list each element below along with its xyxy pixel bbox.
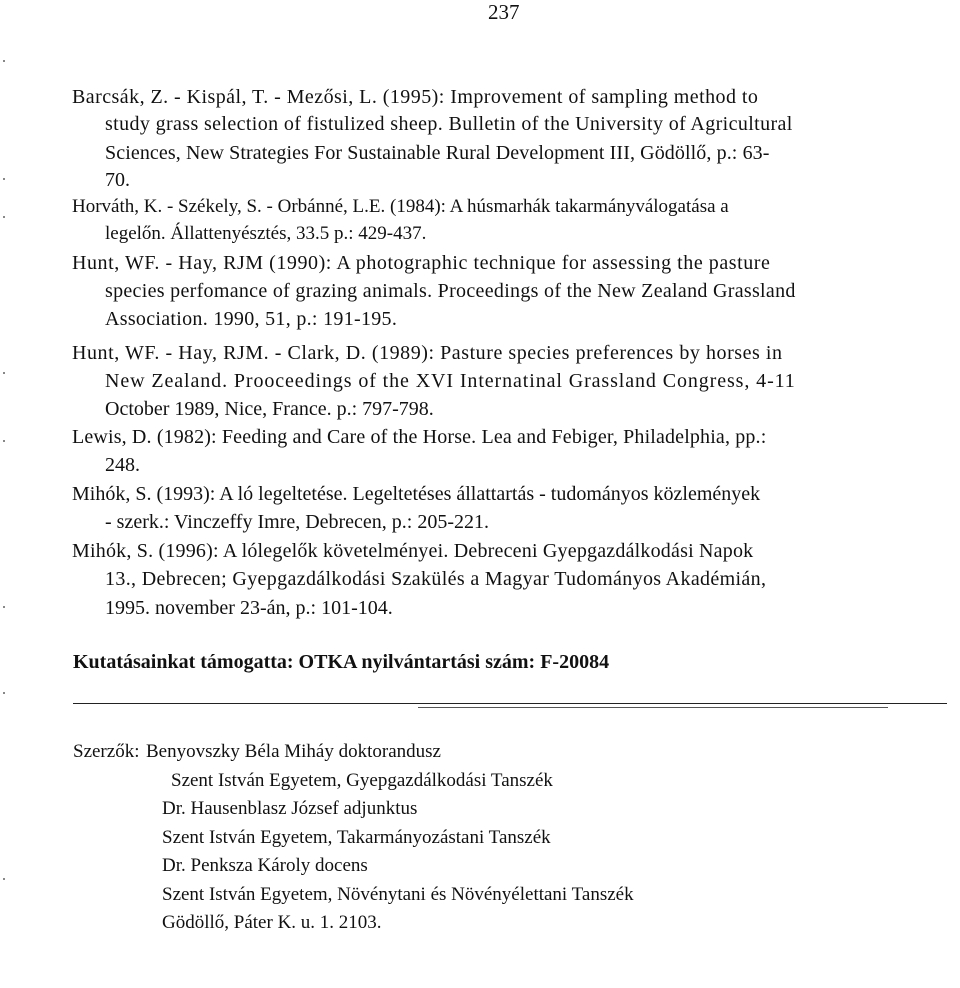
reference-line: 1995. november 23-án, p.: 101-104. <box>105 597 393 619</box>
reference-line: - szerk.: Vinczeffy Imre, Debrecen, p.: 205-221. <box>105 511 490 533</box>
reference-line: October 1989, Nice, France. p.: 797-798. <box>105 398 434 420</box>
reference-line: Sciences, New Strategies For Sustainable Rural Development III, Gödöllő, p.: 63- <box>105 142 770 164</box>
reference-line: Barcsák, Z. - Kispál, T. - Mezősi, L. (1995): Improvement of sampling method to <box>72 86 759 108</box>
reference-line: Mihók, S. (1993): A ló legeltetése. Legeltetéses állattartás - tudományos közlemények <box>72 483 761 505</box>
author-line: Szent István Egyetem, Gyepgazdálkodási Tanszék <box>171 770 553 791</box>
reference-line: Horváth, K. - Székely, S. - Orbánné, L.E. (1984): A húsmarhák takarmányválogatása a <box>72 196 729 217</box>
reference-line: species perfomance of grazing animals. Proceedings of the New Zealand Grassland <box>105 280 796 302</box>
reference-line: study grass selection of fistulized sheep. Bulletin of the University of Agricultural <box>105 113 793 135</box>
author-line: Gödöllő, Páter K. u. 1. 2103. <box>162 912 382 933</box>
reference-line: 13., Debrecen; Gyepgazdálkodási Szakülés a Magyar Tudományos Akadémián, <box>105 568 767 590</box>
margin-mark <box>3 216 5 218</box>
margin-mark <box>3 440 5 442</box>
author-line: Benyovszky Béla Miháy doktorandusz <box>146 741 441 762</box>
reference-line: legelőn. Állattenyésztés, 33.5 p.: 429-437. <box>105 223 427 244</box>
reference-line: 248. <box>105 454 140 476</box>
margin-mark <box>3 372 5 374</box>
reference-line: Hunt, WF. - Hay, RJM. - Clark, D. (1989): Pasture species preferences by horses in <box>72 342 783 364</box>
author-line: Szent István Egyetem, Takarmányozástani Tanszék <box>162 827 551 848</box>
page-number: 237 <box>488 0 520 24</box>
author-line: Szent István Egyetem, Növénytani és Növényélettani Tanszék <box>162 884 634 905</box>
reference-line: 70. <box>105 169 130 191</box>
margin-mark <box>3 178 5 180</box>
reference-line: Association. 1990, 51, p.: 191-195. <box>105 308 398 330</box>
authors-label: Szerzők: <box>73 741 140 762</box>
author-line: Dr. Penksza Károly docens <box>162 855 368 876</box>
reference-line: Lewis, D. (1982): Feeding and Care of the Horse. Lea and Febiger, Philadelphia, pp.: <box>72 426 767 448</box>
reference-line: New Zealand. Prooceedings of the XVI Internatinal Grassland Congress, 4-11 <box>105 370 796 392</box>
reference-line: Mihók, S. (1996): A lólegelők követelményei. Debreceni Gyepgazdálkodási Napok <box>72 540 754 562</box>
divider-line-secondary <box>418 707 888 708</box>
reference-line: Hunt, WF. - Hay, RJM (1990): A photographic technique for assessing the pasture <box>72 252 771 274</box>
margin-mark <box>3 60 5 62</box>
margin-mark <box>3 606 5 608</box>
margin-mark <box>3 692 5 694</box>
margin-mark <box>3 878 5 880</box>
author-line: Dr. Hausenblasz József adjunktus <box>162 798 418 819</box>
funding-acknowledgement: Kutatásainkat támogatta: OTKA nyilvántartási szám: F-20084 <box>73 651 610 673</box>
divider-line <box>73 703 947 704</box>
